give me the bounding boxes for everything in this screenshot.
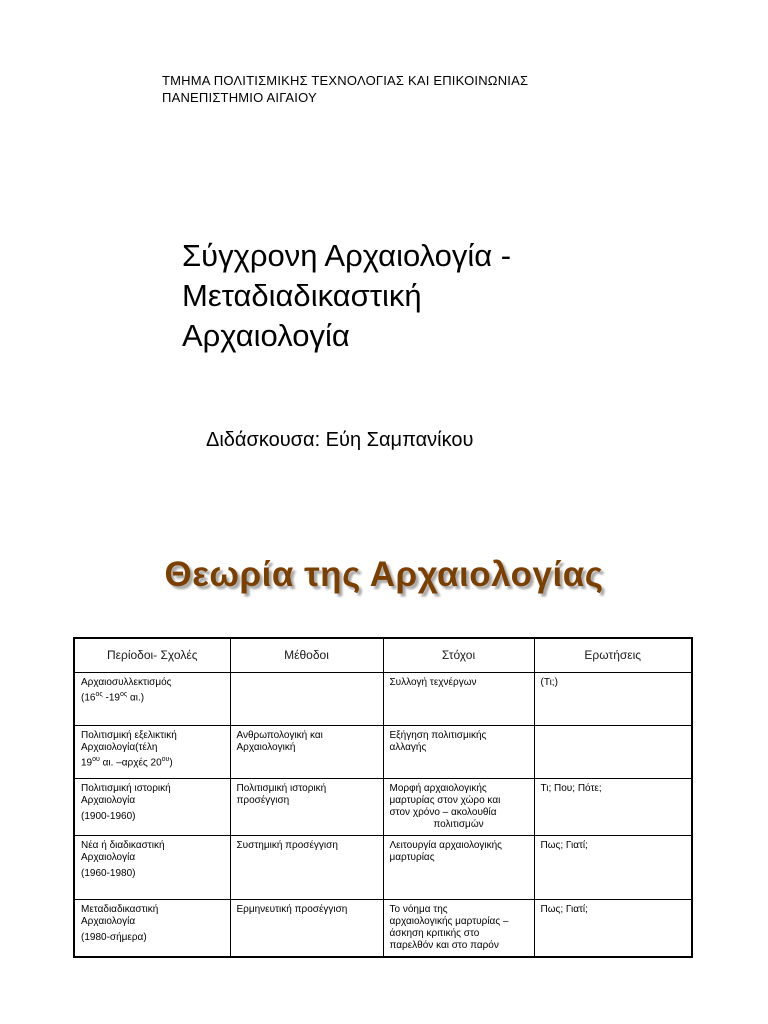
period-cell: Πολιτισμική ιστορική Αρχαιολογία (1900-1960) xyxy=(74,778,230,835)
goal-cell: Το νόημα της αρχαιολογικής μαρτυρίας – άσκηση κριτικής στο παρελθόν και στο παρόν xyxy=(383,899,534,957)
column-header-goals: Στόχοι xyxy=(383,638,534,672)
goal-cell: Λειτουργία αρχαιολογικής μαρτυρίας xyxy=(383,835,534,899)
column-header-periods: Περίοδοι- Σχολές xyxy=(74,638,230,672)
goal-cell: Συλλογή τεχνέργων xyxy=(383,672,534,725)
period-cell: Μεταδιαδικαστική Αρχαιολογία (1980-σήμερα) xyxy=(74,899,230,957)
table-row xyxy=(74,899,692,957)
period-cell: Νέα ή διαδικαστική Αρχαιολογία (1960-1980) xyxy=(74,835,230,899)
period-cell: Πολιτισμική εξελικτική Αρχαιολογία(τέλη $19^{o\upsilon}$ αι. –αρχές $20^{o\upsilon}$) xyxy=(74,725,230,778)
title-line-1: Σύγχρονη Αρχαιολογία - xyxy=(182,238,512,273)
document-title xyxy=(182,236,511,356)
method-cell: Πολιτισμική ιστορική προσέγγιση xyxy=(230,778,383,835)
lecturer-name: Διδάσκουσα: Εύη Σαμπανίκου xyxy=(206,429,474,451)
department-name: ΤΜΗΜΑ ΠΟΛΙΤΙΣΜΙΚΗΣ ΤΕΧΝΟΛΟΓΙΑΣ ΚΑΙ ΕΠΙΚΟΙΝΩΝΙΑΣ xyxy=(162,73,529,88)
table-row xyxy=(74,672,692,725)
goal-cell: Μορφή αρχαιολογικής μαρτυρίας στον χώρο και στον χρόνο – ακολουθία πολιτισμών xyxy=(383,778,534,835)
method-cell: Συστημική προσέγγιση xyxy=(230,835,383,899)
column-header-methods: Μέθοδοι xyxy=(230,638,383,672)
method-cell xyxy=(230,672,383,725)
title-line-2: Μεταδιαδικαστική xyxy=(182,278,422,313)
questions-cell: (Τι;) xyxy=(534,672,692,725)
university-name: ΠΑΝΕΠΙΣΤΗΜΙΟ ΑΙΓΑΙΟΥ xyxy=(162,90,317,105)
table-row xyxy=(74,835,692,899)
title-line-3: Αρχαιολογία xyxy=(182,318,350,353)
method-cell: Ανθρωπολογική και Αρχαιολογική xyxy=(230,725,383,778)
section-heading: Θεωρία της Αρχαιολογίας xyxy=(164,555,604,594)
method-cell: Ερμηνευτική προσέγγιση xyxy=(230,899,383,957)
questions-cell: Πως; Γιατί; xyxy=(534,899,692,957)
questions-cell xyxy=(534,725,692,778)
questions-cell: Τι; Που; Πότε; xyxy=(534,778,692,835)
table-row xyxy=(74,778,692,835)
column-header-questions: Ερωτήσεις xyxy=(534,638,692,672)
table-header-row xyxy=(74,638,692,672)
table-row xyxy=(74,725,692,778)
document-header xyxy=(162,72,528,106)
theory-table xyxy=(73,637,693,958)
period-cell: Αρχαιοσυλλεκτισμός ($16^{o\varsigma}$ $-19^{o\varsigma}$ αι.) xyxy=(74,672,230,725)
questions-cell: Πως; Γιατί; xyxy=(534,835,692,899)
goal-cell: Εξήγηση πολιτισμικής αλλαγής xyxy=(383,725,534,778)
